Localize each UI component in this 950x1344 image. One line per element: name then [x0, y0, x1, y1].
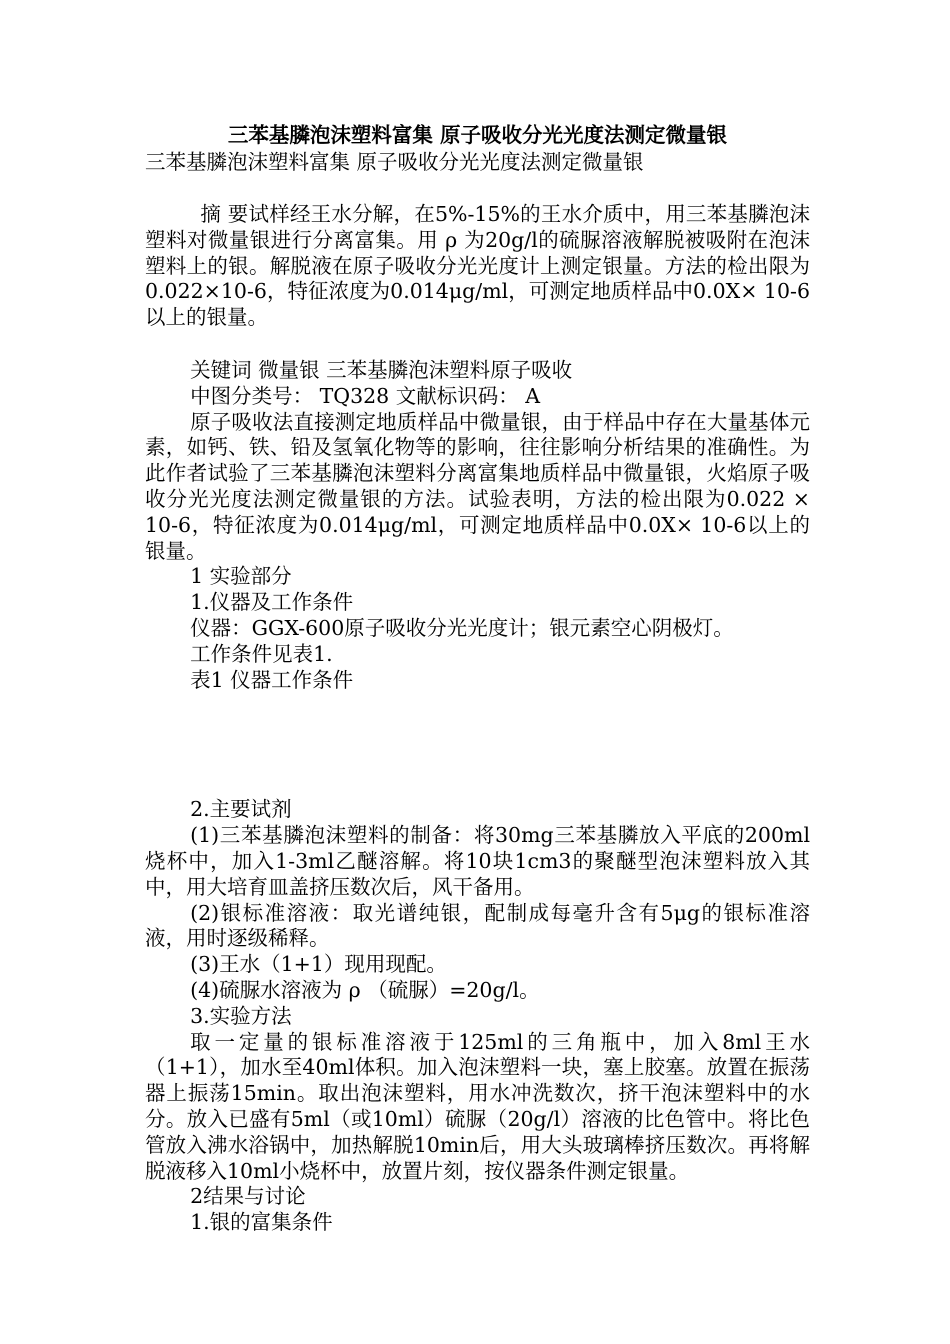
subheading-enrichment: 1.银的富集条件	[190, 1210, 333, 1235]
table-caption: 表1 仪器工作条件	[190, 667, 354, 692]
intro-paragraph: 原子吸收法直接测定地质样品中微量银，由于样品中存在大量基体元素，如钙、铁、铅及氢氧化物等的影响，往往影响分析结果的准确性。为此作者试验了三苯基膦泡沫塑料分离富集地质样品中微量银，火焰原子吸收分光光度法测定微量银的方法。试验表明，方法的检出限为0.022 × 10-6，特征浓度为0.014μg/ml，可测定地质样品中0.0X× 10-6以上的银量。	[145, 409, 810, 563]
keywords-line: 关键词 微量银 三苯基膦泡沫塑料原子吸收	[190, 357, 573, 382]
section-heading-experiment: 1 实验部分	[190, 564, 292, 589]
table-placeholder	[145, 693, 810, 797]
method-paragraph: 取一定量的银标准溶液于125ml的三角瓶中，加入8ml王水（1+1），加水至40ml体积。加入泡沫塑料一块，塞上胶塞。放置在振荡器上振荡15min。取出泡沫塑料，用水冲洗数次，挤干泡沫塑料中的水分。放入已盛有5ml（或10ml）硫脲（20g/l）溶液的比色管中。将比色管放入沸水浴锅中，加热解脱10min后，用大头玻璃棒挤压数次。再将解脱液移入10ml小烧杯中，放置片刻，按仪器条件测定银量。	[145, 1029, 810, 1183]
reagent-3: (3)王水（1+1）现用现配。	[190, 952, 447, 977]
abstract-paragraph: 摘 要试样经王水分解，在5%-15%的王水介质中，用三苯基膦泡沫塑料对微量银进行分离富集。用 ρ 为20g/l的硫脲溶液解脱被吸附在泡沫塑料上的银。解脱液在原子吸收分光光度计上测定银量。方法的检出限为0.022×10-6，特征浓度为0.014μg/ml，可测定地质样品中0.0X× 10-6以上的银量。	[145, 202, 810, 330]
instrument-line: 仪器：GGX-600原子吸收分光光度计；银元素空心阴极灯。	[190, 615, 734, 640]
reagent-1: (1)三苯基膦泡沫塑料的制备：将30mg三苯基膦放入平底的200ml烧杯中，加入1-3ml乙醚溶解。将10块1cm3的聚醚型泡沫塑料放入其中，用大培育皿盖挤压数次后，风干备用。	[145, 823, 810, 899]
subheading-method: 3.实验方法	[190, 1003, 292, 1028]
conditions-line: 工作条件见表1.	[190, 641, 333, 666]
reagent-2: (2)银标准溶液：取光谱纯银，配制成每毫升含有5μg的银标准溶液，用时逐级稀释。	[145, 900, 810, 951]
reagent-4: (4)硫脲水溶液为 ρ （硫脲）=20g/l。	[190, 977, 540, 1002]
classification-line: 中图分类号： TQ328 文献标识码： A	[190, 383, 541, 408]
document-title: 三苯基膦泡沫塑料富集 原子吸收分光光度法测定微量银	[227, 123, 728, 147]
subheading-reagents: 2.主要试剂	[190, 797, 292, 822]
section-heading-results: 2结果与讨论	[190, 1184, 306, 1209]
document-subtitle: 三苯基膦泡沫塑料富集 原子吸收分光光度法测定微量银	[145, 150, 644, 174]
document-page	[145, 121, 810, 1236]
subheading-instrument: 1.仪器及工作条件	[190, 590, 354, 615]
